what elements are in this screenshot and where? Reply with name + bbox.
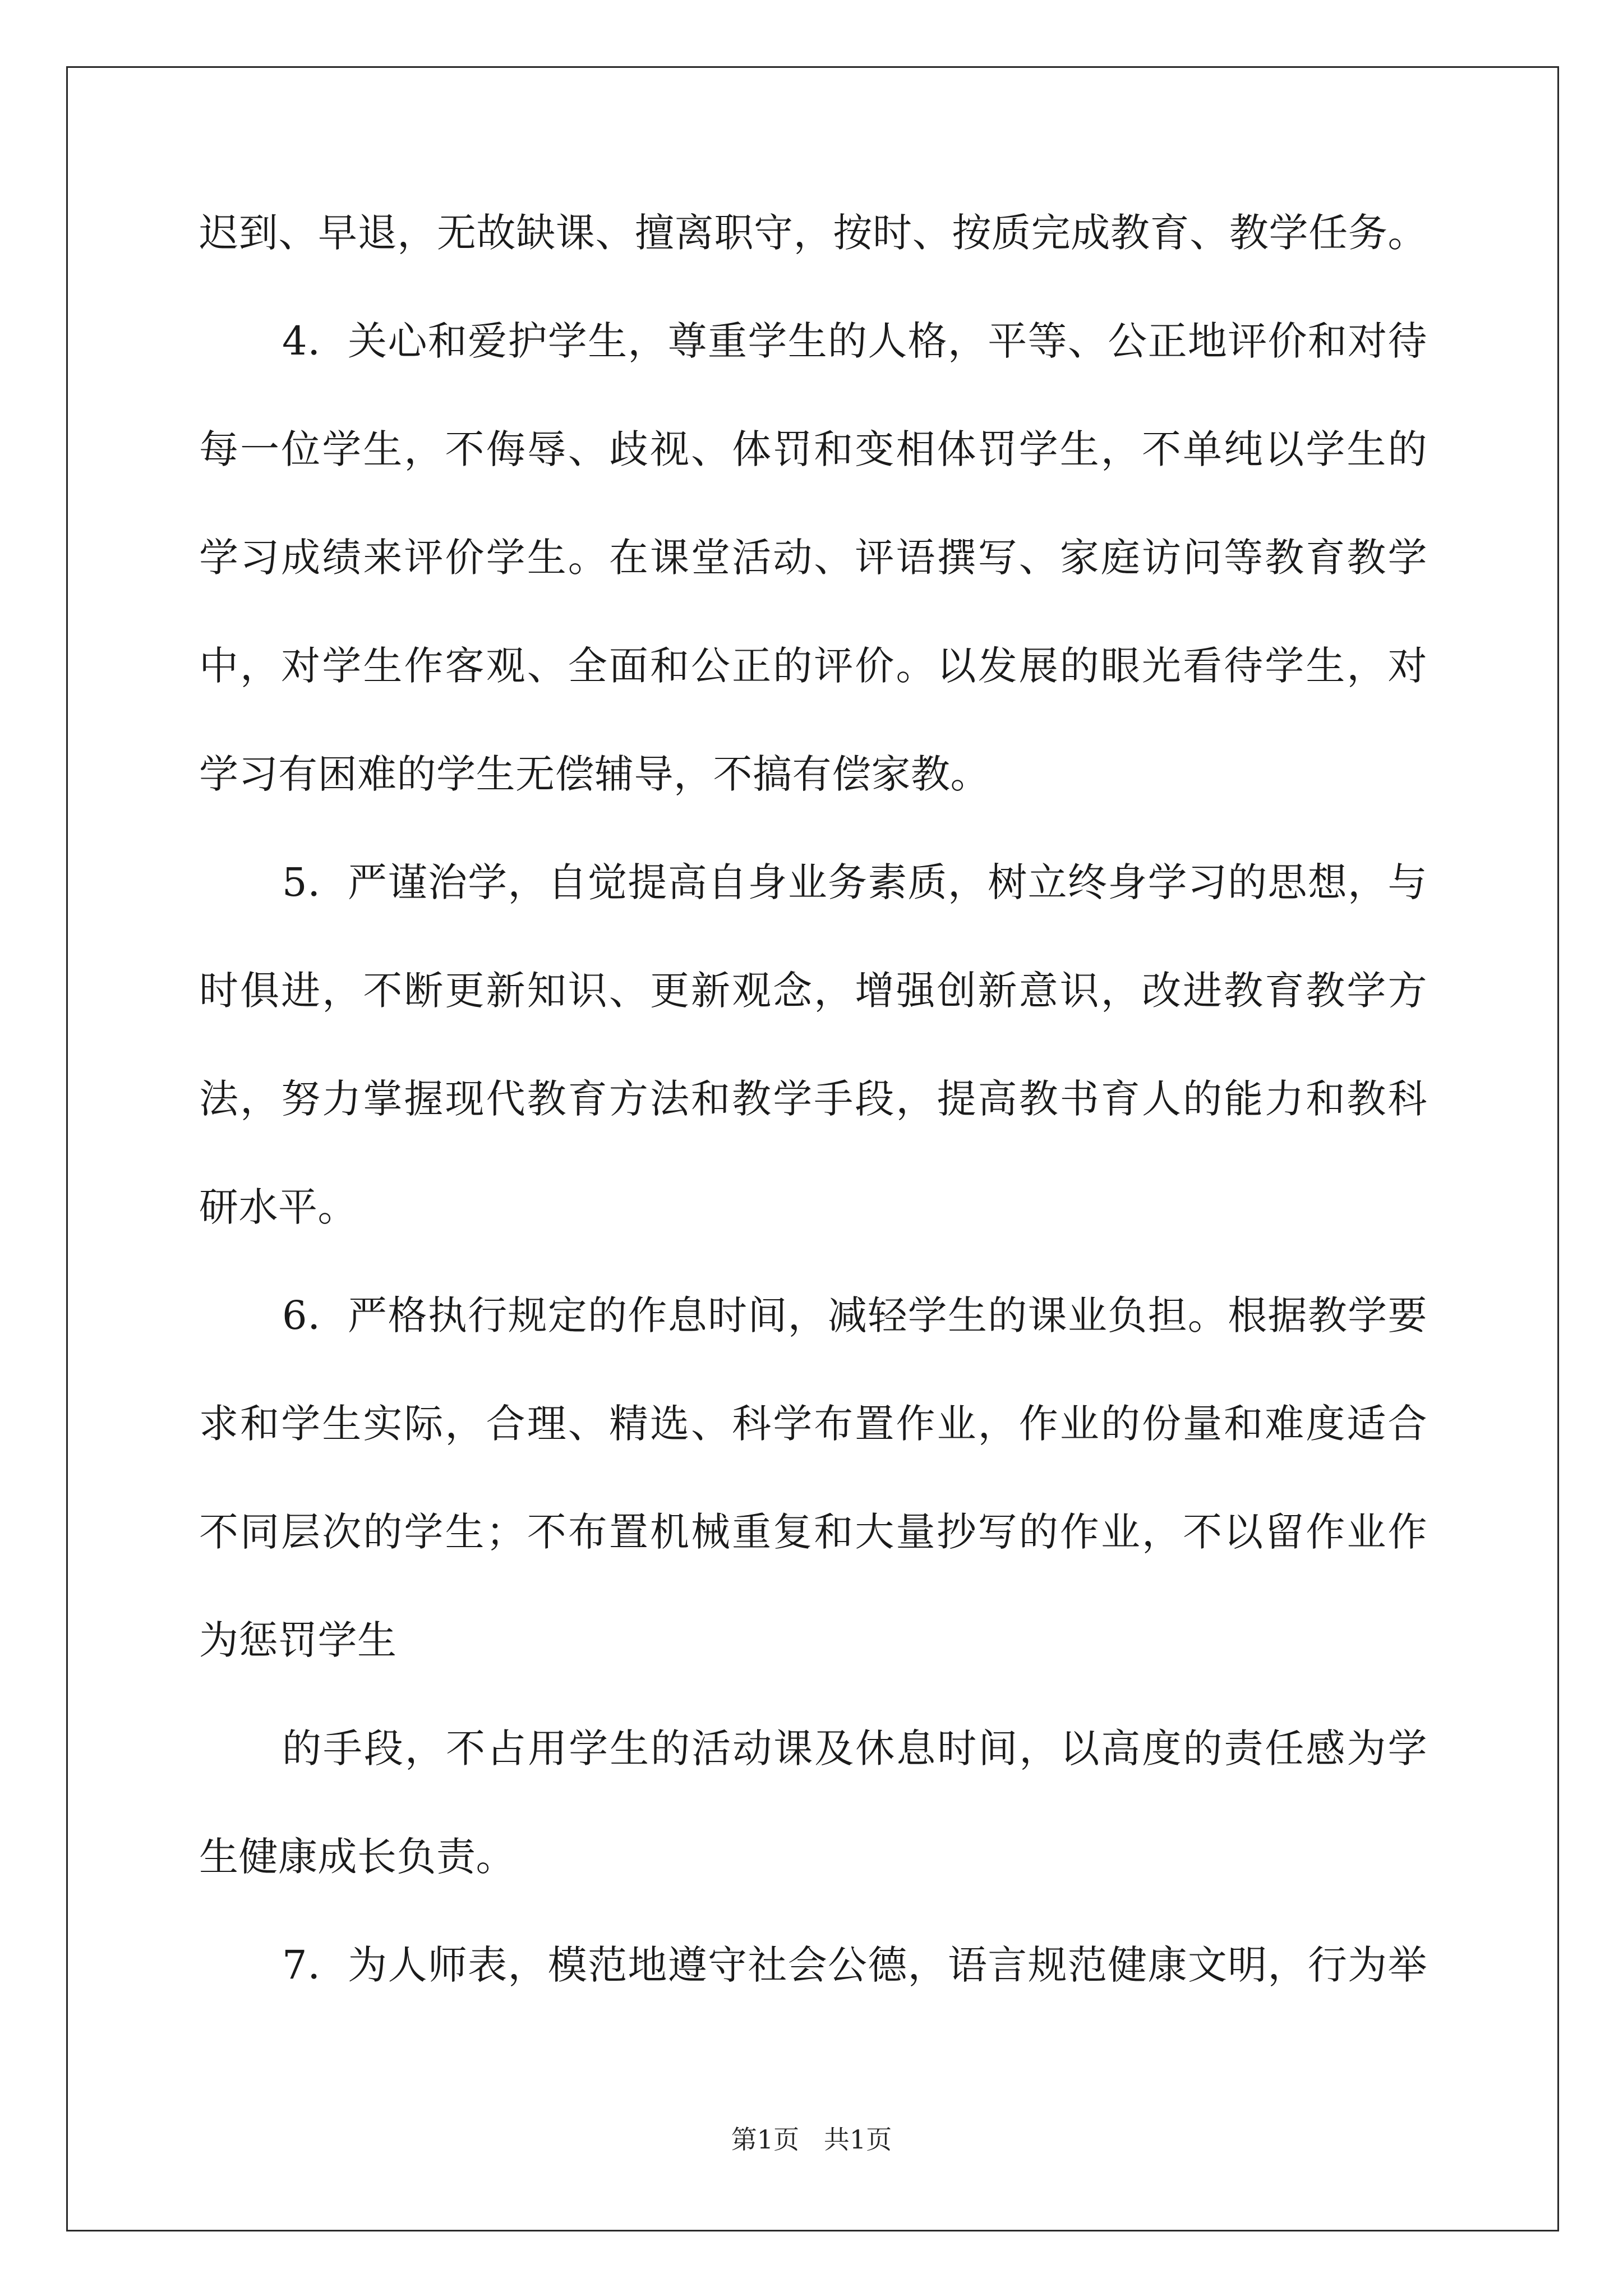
text-line: 中，对学生作客观、全面和公正的评价。以发展的眼光看待学生，对: [199, 643, 1427, 689]
document-body: [199, 210, 1427, 2054]
text-line: 的手段，不占用学生的活动课及休息时间，以高度的责任感为学: [282, 1726, 1427, 1772]
text-line: 学习成绩来评价学生。在课堂活动、评语撰写、家庭访问等教育教学: [199, 535, 1427, 581]
page-number-footer: 第1页 共1页: [731, 2124, 892, 2155]
text-line: 不同层次的学生；不布置机械重复和大量抄写的作业，不以留作业作: [199, 1509, 1427, 1555]
text-line: 研水平。: [199, 1184, 357, 1230]
text-line: 7．为人师表，模范地遵守社会公德，语言规范健康文明，行为举: [282, 1942, 1427, 1988]
text-line: 求和学生实际，合理、精选、科学布置作业，作业的份量和难度适合: [199, 1401, 1427, 1447]
text-line: 学习有困难的学生无偿辅导，不搞有偿家教。: [199, 751, 990, 797]
text-line: 4．关心和爱护学生，尊重学生的人格，平等、公正地评价和对待: [282, 318, 1427, 364]
text-line: 每一位学生，不侮辱、歧视、体罚和变相体罚学生，不单纯以学生的: [199, 426, 1427, 472]
text-line: 生健康成长负责。: [199, 1834, 515, 1880]
text-line: 法，努力掌握现代教育方法和教学手段，提高教书育人的能力和教科: [199, 1076, 1427, 1122]
text-line: 为惩罚学生: [199, 1617, 397, 1663]
text-line: 时俱进，不断更新知识、更新观念，增强创新意识，改进教育教学方: [199, 968, 1427, 1014]
text-line: 迟到、早退，无故缺课、擅离职守，按时、按质完成教育、教学任务。: [199, 210, 1427, 256]
text-line: 6．严格执行规定的作息时间，减轻学生的课业负担。根据教学要: [282, 1292, 1427, 1338]
text-line: 5．严谨治学，自觉提高自身业务素质，树立终身学习的思想，与: [282, 859, 1427, 905]
